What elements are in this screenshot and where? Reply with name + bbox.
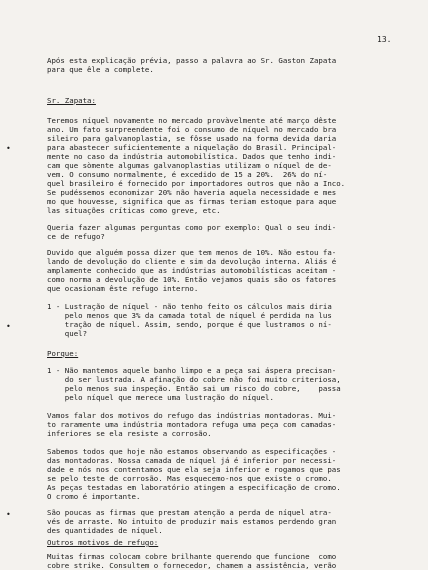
text-line: cam que sòmente algumas galvanoplastias utilizam o níquel de de-	[47, 161, 332, 170]
text-line: quel brasileiro é fornecido por importadores outros que não a Inco.	[47, 179, 346, 188]
margin-mark: •	[6, 322, 11, 331]
text-line: inferiores se ela resiste a corrosão.	[47, 429, 212, 438]
text-line: para que êle a complete.	[47, 65, 154, 74]
text-line: dade e nós nos contentamos que ela seja inferior e rogamos que pas	[47, 465, 341, 474]
text-line: São poucas as firmas que prestam atenção a perda de níquel atra-	[47, 508, 332, 517]
text-line: Após esta explicação prévia, passo a palavra ao Sr. Gaston Zapata	[47, 56, 337, 65]
text-line: pelo menos que 3% da camada total de níquel é perdida na lus	[47, 311, 332, 320]
margin-mark: •	[6, 510, 11, 519]
text-line: des quantidades de níquel.	[47, 526, 163, 535]
text-line: Sabemos todos que hoje não estamos observando as especificações -	[47, 447, 337, 456]
text-line: amplamente conhecido que as indústrias automobilísticas aceitam -	[47, 266, 337, 275]
text-line: tração de níquel. Assim, sendo, porque é que lustramos o ní-	[47, 320, 332, 329]
text-line: se pelo teste de corrosão. Mas esquecemo-nos que existe o cromo.	[47, 474, 332, 483]
text-line: Se pudéssemos economizar 20% não haveria aquela necessidade e mes	[47, 188, 337, 197]
text-line: cobre strike. Consultem o fornecedor, chamem a assistência, verão	[47, 561, 337, 570]
text-line: Queria fazer algumas perguntas como por exemplo: Qual o seu índi-	[47, 223, 337, 232]
text-line: 1 - Não mantemos aquele banho limpo e a peça sai áspera precisan-	[47, 366, 337, 375]
text-line: As peças testadas em laboratório atingem a especificação de cromo.	[47, 483, 341, 492]
text-line: O cromo é importante.	[47, 492, 141, 501]
text-line: pelo níquel que merece uma lustração do níquel.	[47, 393, 274, 402]
text-line: Vamos falar dos motivos do refugo das indústrias montadoras. Mui-	[47, 411, 337, 420]
text-line: que ocasionam êste refugo interno.	[47, 284, 199, 293]
text-line: ano. Um fato surpreendente foi o consumo de níquel no mercado bra	[47, 125, 337, 134]
section-heading: Porque:	[47, 349, 79, 358]
text-line: vés de arraste. No intuito de produzir mais estamos perdendo gran	[47, 517, 337, 526]
text-line: mente no caso da indústria automobilística. Dados que tenho indi-	[47, 152, 337, 161]
text-line: como norma a devolução de 10%. Então vejamos quais são os fatores	[47, 275, 337, 284]
text-line: to raramente uma indústria montadora refuga uma peça com camadas-	[47, 420, 337, 429]
text-line: las situações críticas como greve, etc.	[47, 206, 221, 215]
text-line: das montadoras. Nossa camada de níquel já é inferior por necessi-	[47, 456, 337, 465]
text-line: mo que houvesse, significa que as firmas teriam estoque para aque	[47, 197, 337, 206]
text-line: Duvido que alguém possa dizer que tem menos de 10%. Não estou fa-	[47, 248, 337, 257]
section-heading: Sr. Zapata:	[47, 96, 96, 105]
section-heading: Outros motivos de refugo:	[47, 538, 159, 547]
text-line: do ser lustrada. A afinação do cobre não foi muito criteriosa,	[47, 375, 341, 384]
text-line: lando de devolução do cliente e sim da devolução interna. Aliás é	[47, 257, 337, 266]
text-line: quel?	[47, 329, 88, 338]
text-line: Muitas firmas colocam cobre brilhante querendo que funcione como	[47, 552, 337, 561]
text-line: ce de refugo?	[47, 232, 105, 241]
text-line: sileiro para galvanoplastia, se fôsse usado na forma devida daria	[47, 134, 337, 143]
text-line: para abastecer suficientemente a niquelação do Brasil. Principal-	[47, 143, 337, 152]
text-line: 1 - Lustração de níquel - não tenho feito os cálculos mais diria	[47, 302, 332, 311]
margin-mark: •	[6, 144, 11, 153]
text-line: vem. O consumo normalmente, é excedido de 15 a 20%. 26% do ní-	[47, 170, 328, 179]
page-number: 13.	[377, 35, 392, 44]
text-line: pelo menos sua inspeção. Então sai um risco do cobre, passa	[47, 384, 341, 393]
text-line: Teremos níquel novamente no mercado provàvelmente até março dêste	[47, 116, 337, 125]
